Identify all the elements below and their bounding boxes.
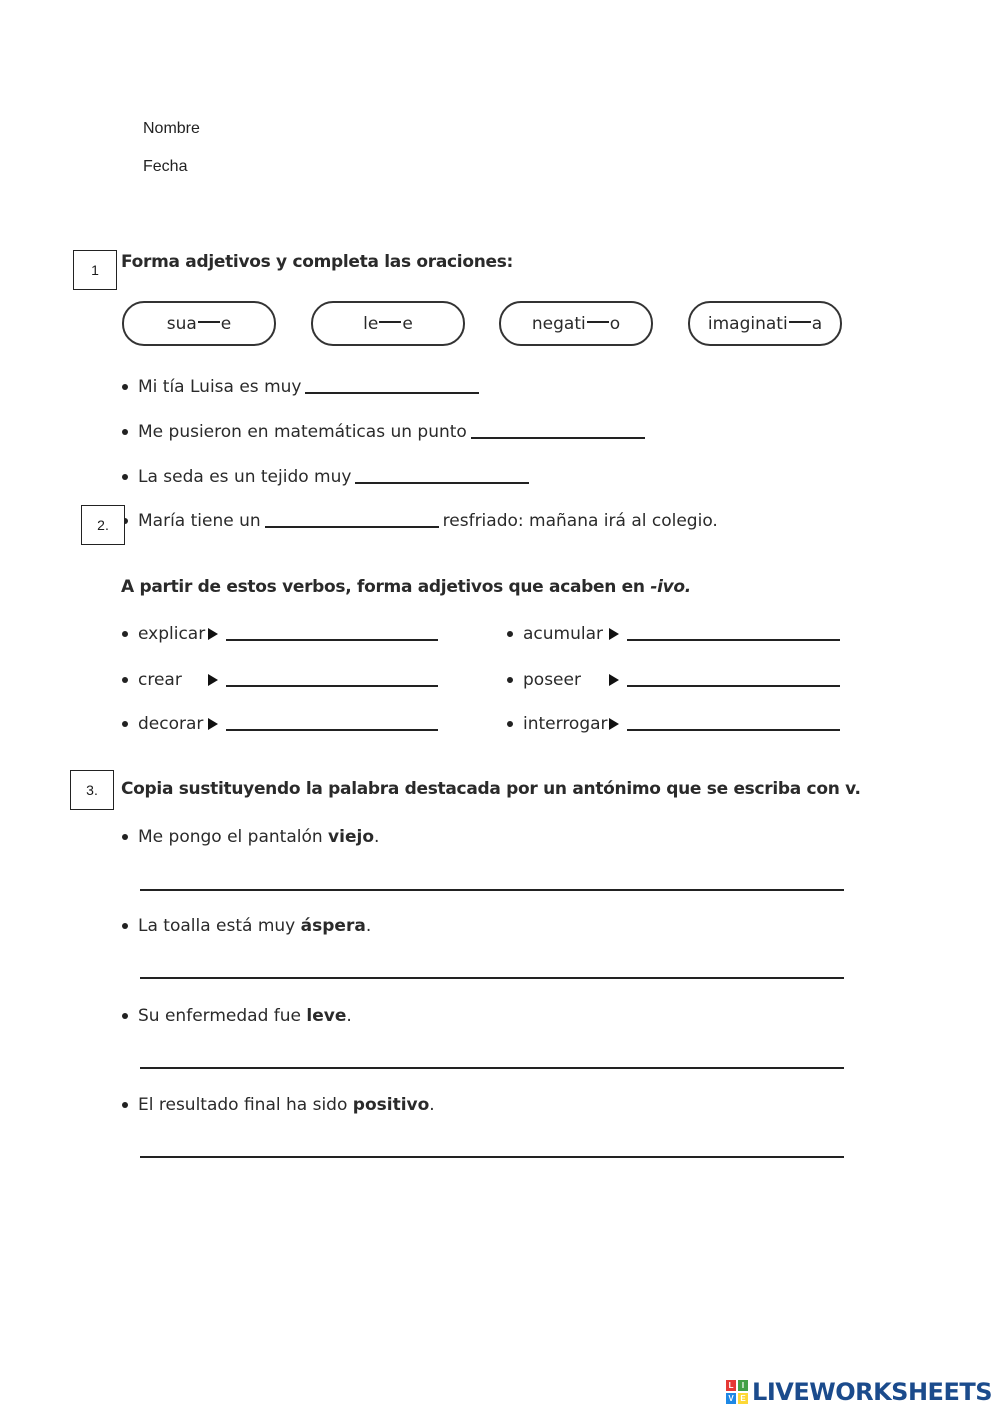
bullet	[122, 429, 128, 435]
exercise-2-title	[121, 577, 691, 597]
sentence-text: María tiene un	[138, 511, 261, 531]
word-pill-prefix: sua	[166, 313, 197, 334]
bullet	[507, 677, 513, 683]
answer-line[interactable]	[140, 1067, 844, 1069]
copy-item-3	[122, 1006, 352, 1026]
answer-blank[interactable]	[627, 684, 840, 687]
word-pill-suffix: a	[811, 313, 823, 334]
answer-line[interactable]	[140, 1156, 844, 1158]
letter-blank[interactable]	[198, 320, 220, 323]
brand-name: LIVEWORKSHEETS	[752, 1378, 992, 1406]
arrow-icon	[208, 674, 218, 686]
verb-text: explicar	[138, 624, 206, 644]
copy-item-1	[122, 827, 379, 847]
title-suffix: -ivo.	[650, 577, 691, 597]
date-label: Fecha	[143, 158, 188, 175]
answer-blank[interactable]	[471, 436, 645, 439]
word-pill-2	[311, 301, 465, 346]
answer-line[interactable]	[140, 889, 844, 891]
verb-text: decorar	[138, 714, 204, 734]
item-end: .	[429, 1095, 435, 1115]
highlighted-word: positivo	[352, 1095, 430, 1115]
highlighted-word: leve	[306, 1006, 347, 1026]
logo-letter: V	[726, 1393, 736, 1404]
item-text: El resultado final ha sido	[138, 1095, 353, 1115]
sentence-1	[122, 377, 479, 397]
item-text: Me pongo el pantalón	[138, 827, 329, 847]
verb-row-poseer	[507, 670, 840, 690]
bullet	[122, 923, 128, 929]
bullet	[122, 721, 128, 727]
exercise-1-title: Forma adjetivos y completa las oraciones:	[121, 252, 514, 272]
word-pill-prefix: le	[363, 313, 379, 334]
bullet	[507, 721, 513, 727]
bullet	[122, 834, 128, 840]
verb-row-explicar	[122, 624, 438, 644]
exercise-number-3: 3.	[70, 770, 114, 810]
answer-line[interactable]	[140, 977, 844, 979]
sentence-3	[122, 467, 529, 487]
verb-text: interrogar	[523, 714, 608, 734]
verb-text: poseer	[523, 670, 581, 690]
bullet	[122, 474, 128, 480]
answer-blank[interactable]	[226, 684, 438, 687]
item-end: .	[365, 916, 372, 936]
word-pill-prefix: negati	[531, 313, 586, 334]
sentence-text: Mi tía Luisa es muy	[138, 377, 302, 397]
title-prefix: A partir de estos verbos, forma adjetivos que acaben en	[121, 577, 651, 597]
bullet	[507, 631, 513, 637]
sentence-4	[122, 511, 718, 531]
item-text: La toalla está muy	[138, 916, 301, 936]
answer-blank[interactable]	[355, 481, 529, 484]
name-label: Nombre	[143, 120, 200, 137]
logo-letter: I	[738, 1380, 748, 1391]
answer-blank[interactable]	[305, 391, 479, 394]
answer-blank[interactable]	[265, 525, 439, 528]
word-pill-4	[688, 301, 842, 346]
verb-row-crear	[122, 670, 438, 690]
exercise-number-1: 1	[73, 250, 117, 290]
arrow-icon	[609, 718, 619, 730]
bullet	[122, 1102, 128, 1108]
letter-blank[interactable]	[587, 320, 609, 323]
word-pill-suffix: e	[402, 313, 413, 334]
sentence-2	[122, 422, 645, 442]
verb-row-interrogar	[507, 714, 840, 734]
arrow-icon	[208, 718, 218, 730]
word-pill-prefix: imaginati	[707, 313, 788, 334]
arrow-icon	[208, 628, 218, 640]
sentence-text-end: resfriado: mañana irá al colegio.	[442, 511, 718, 531]
verb-row-decorar	[122, 714, 438, 734]
item-text: Su enfermedad fue	[138, 1006, 307, 1026]
answer-blank[interactable]	[226, 638, 438, 641]
item-end: .	[346, 1006, 352, 1026]
liveworksheets-logo	[726, 1378, 992, 1406]
bullet	[122, 677, 128, 683]
word-pill-suffix: o	[609, 313, 621, 334]
arrow-icon	[609, 628, 619, 640]
word-pill-1	[122, 301, 276, 346]
copy-item-2	[122, 916, 371, 936]
sentence-text: La seda es un tejido muy	[138, 467, 352, 487]
letter-blank[interactable]	[789, 320, 811, 323]
logo-letter: L	[726, 1380, 736, 1391]
exercise-number-2: 2.	[81, 505, 125, 545]
copy-item-4	[122, 1095, 435, 1115]
answer-blank[interactable]	[226, 728, 438, 731]
verb-text: acumular	[523, 624, 604, 644]
highlighted-word: viejo	[328, 827, 374, 847]
bullet	[122, 384, 128, 390]
answer-blank[interactable]	[627, 728, 840, 731]
arrow-icon	[609, 674, 619, 686]
verb-text: crear	[138, 670, 182, 690]
verb-row-acumular	[507, 624, 840, 644]
bullet	[122, 1013, 128, 1019]
logo-mark-icon	[726, 1380, 748, 1404]
word-pill-3	[499, 301, 653, 346]
bullet	[122, 631, 128, 637]
item-end: .	[374, 827, 380, 847]
word-pill-suffix: e	[220, 313, 232, 334]
highlighted-word: áspera	[300, 916, 366, 936]
sentence-text: Me pusieron en matemáticas un punto	[138, 422, 467, 442]
logo-letter: E	[738, 1393, 748, 1404]
exercise-3-title: Copia sustituyendo la palabra destacada por un antónimo que se escriba con v.	[121, 779, 861, 799]
letter-blank[interactable]	[379, 320, 401, 323]
answer-blank[interactable]	[627, 638, 840, 641]
